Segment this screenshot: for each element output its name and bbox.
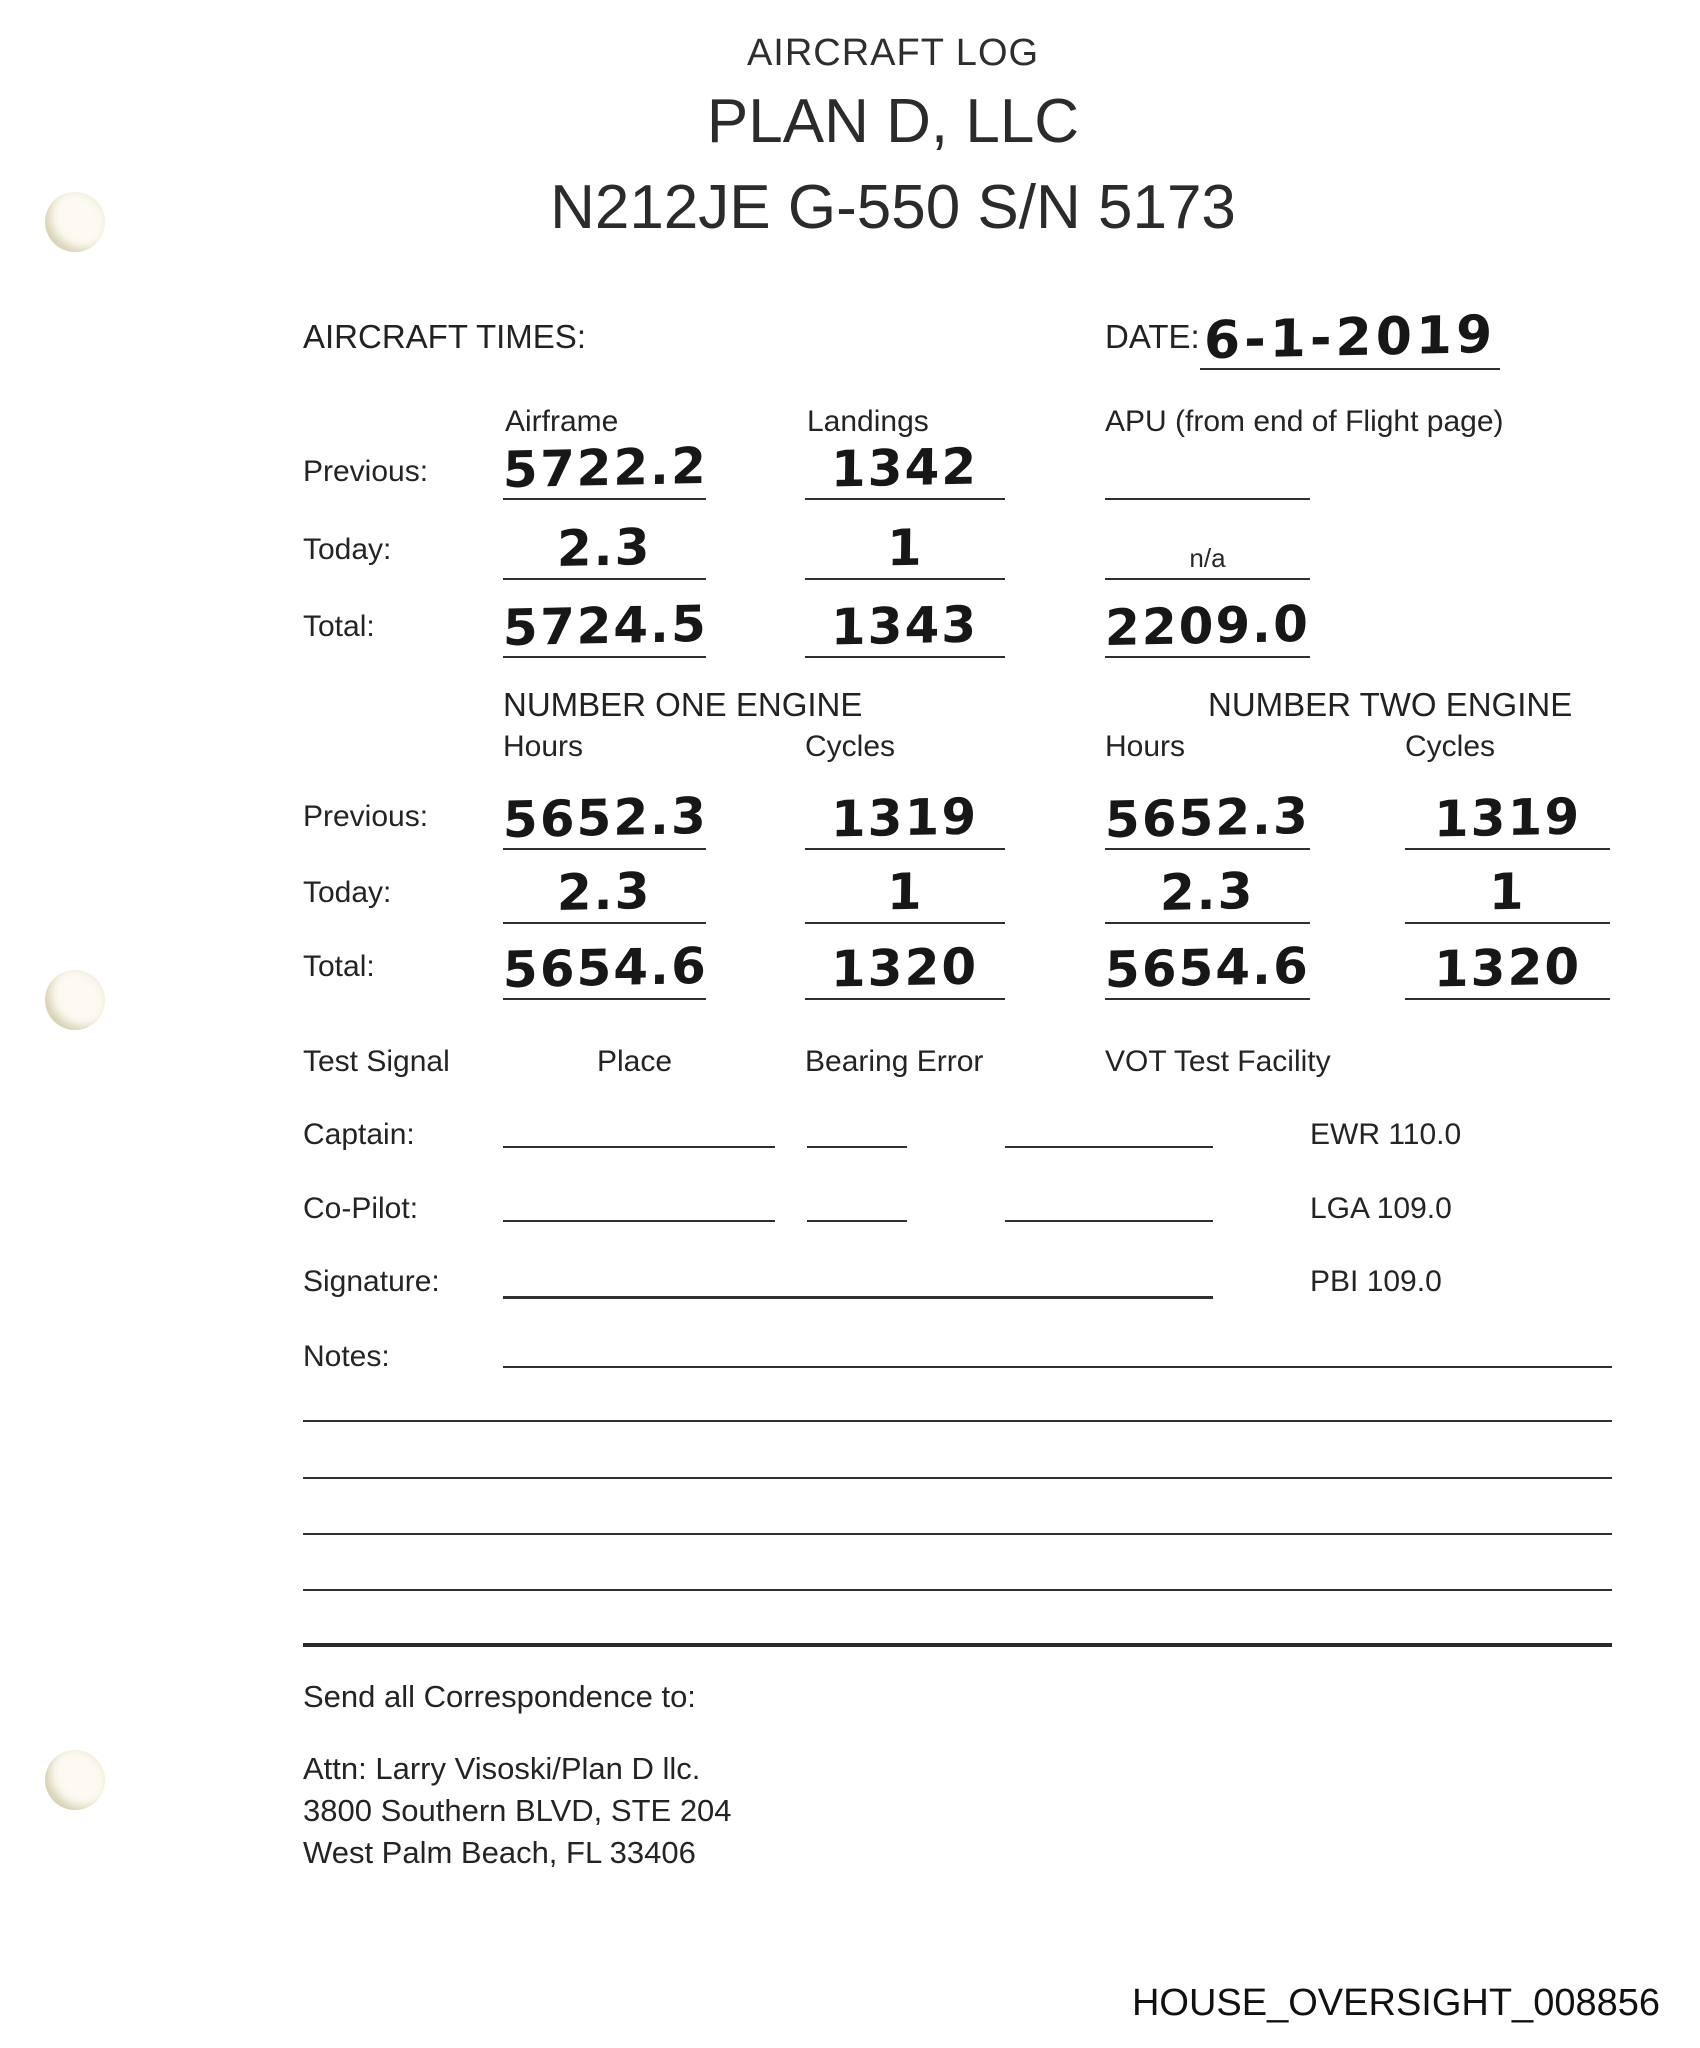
e2-cycles-today-value: 1 (1488, 862, 1527, 922)
e1-cycles-previous-value: 1319 (831, 787, 979, 849)
landings-previous-field (805, 436, 1005, 500)
e1-cycles-total-value: 1320 (831, 937, 979, 999)
e2-hours-today-field (1105, 860, 1310, 924)
facility-pbi: PBI 109.0 (1310, 1265, 1442, 1298)
airframe-total-field (502, 594, 709, 658)
landings-previous-value: 1342 (831, 437, 979, 499)
notes-line-4 (303, 1533, 1612, 1535)
engine-one-hours-header: Hours (503, 730, 584, 763)
copilot-facility-line (1005, 1220, 1213, 1222)
date-label: DATE: (1105, 318, 1200, 355)
column-header-airframe: Airframe (505, 405, 619, 438)
facility-ewr: EWR 110.0 (1310, 1118, 1462, 1151)
notes-line-1 (503, 1366, 1612, 1368)
apu-previous-field (1105, 436, 1310, 500)
landings-today-field (805, 516, 1005, 580)
aircraft-registration: N212JE G-550 S/N 5173 (550, 173, 1236, 242)
row-label-today: Today: (303, 533, 392, 566)
e2-cycles-previous-field (1405, 786, 1610, 850)
captain-facility-line (1005, 1146, 1213, 1148)
company-name: PLAN D, LLC (706, 87, 1080, 156)
landings-total-field (805, 594, 1005, 658)
captain-bearing-line (807, 1146, 907, 1148)
e1-cycles-total-field (805, 936, 1005, 1000)
correspondence-address1: 3800 Southern BLVD, STE 204 (303, 1793, 732, 1828)
e2-cycles-today-field (1405, 860, 1610, 924)
correspondence-attn: Attn: Larry Visoski/Plan D llc. (303, 1751, 701, 1786)
e2-cycles-total-field (1405, 936, 1610, 1000)
correspondence-heading: Send all Correspondence to: (303, 1679, 696, 1714)
e2-hours-total-value: 5654.6 (1104, 936, 1311, 1000)
e2-hours-total-field (1105, 936, 1310, 1000)
notes-line-3 (303, 1477, 1612, 1479)
e2-hours-previous-field (1105, 786, 1310, 850)
engine-row-label-total: Total: (303, 950, 375, 983)
captain-label: Captain: (303, 1118, 415, 1151)
e1-hours-total-field (502, 936, 709, 1000)
e1-cycles-today-value: 1 (886, 862, 924, 922)
notes-line-6 (303, 1643, 1612, 1647)
e1-hours-today-field (503, 860, 706, 924)
airframe-today-field (503, 516, 706, 580)
e1-hours-total-value: 5654.6 (502, 936, 709, 1000)
signature-line (503, 1296, 1213, 1299)
captain-place-line (503, 1146, 775, 1148)
bates-number: HOUSE_OVERSIGHT_008856 (1131, 1982, 1660, 2024)
e1-cycles-previous-field (805, 786, 1005, 850)
e2-hours-previous-value: 5652.3 (1104, 786, 1311, 850)
notes-line-2 (303, 1420, 1612, 1422)
e2-hours-today-value: 2.3 (1159, 861, 1256, 923)
airframe-previous-field (502, 436, 709, 500)
engine-two-hours-header: Hours (1105, 730, 1186, 763)
copilot-bearing-line (807, 1220, 907, 1222)
hole-punch-bottom (45, 1750, 105, 1810)
correspondence-address2: West Palm Beach, FL 33406 (303, 1835, 696, 1870)
header-test-signal: Test Signal (303, 1045, 450, 1078)
row-label-previous: Previous: (303, 455, 429, 488)
e1-hours-previous-value: 5652.3 (502, 786, 709, 850)
engine-one-cycles-header: Cycles (805, 730, 896, 763)
column-header-landings: Landings (807, 405, 929, 438)
hole-punch-top (45, 192, 105, 252)
apu-total-value: 2209.0 (1104, 594, 1311, 658)
copilot-place-line (503, 1220, 775, 1222)
apu-today-value: n/a (1189, 543, 1226, 573)
aircraft-times-heading: AIRCRAFT TIMES: (303, 318, 586, 355)
header-place: Place (597, 1045, 673, 1078)
engine-two-cycles-header: Cycles (1405, 730, 1496, 763)
engine-one-heading: NUMBER ONE ENGINE (503, 686, 863, 723)
hole-punch-middle (45, 970, 105, 1030)
column-header-apu: APU (from end of Flight page) (1105, 405, 1504, 438)
notes-line-5 (303, 1589, 1612, 1591)
airframe-previous-value: 5722.2 (502, 436, 709, 500)
engine-row-label-previous: Previous: (303, 800, 429, 833)
date-handwritten-value: 6-1-2019 (1203, 304, 1497, 372)
engine-row-label-today: Today: (303, 876, 392, 909)
engine-two-heading: NUMBER TWO ENGINE (1208, 686, 1573, 723)
row-label-total: Total: (303, 610, 375, 643)
airframe-today-value: 2.3 (556, 517, 653, 579)
e2-cycles-previous-value: 1319 (1433, 787, 1582, 849)
e1-hours-previous-field (502, 786, 709, 850)
signature-label: Signature: (303, 1265, 440, 1298)
log-title: AIRCRAFT LOG (746, 32, 1040, 74)
apu-today-field (1105, 538, 1310, 580)
landings-today-value: 1 (886, 518, 924, 578)
e1-hours-today-value: 2.3 (556, 861, 653, 923)
header-bearing-error: Bearing Error (805, 1045, 984, 1078)
airframe-total-value: 5724.5 (502, 594, 709, 658)
e1-cycles-today-field (805, 860, 1005, 924)
header-vot-facility: VOT Test Facility (1105, 1045, 1331, 1078)
apu-total-field (1105, 594, 1310, 658)
notes-label: Notes: (303, 1340, 390, 1373)
e2-cycles-total-value: 1320 (1433, 937, 1582, 999)
date-field (1200, 306, 1500, 370)
landings-total-value: 1343 (831, 595, 979, 657)
copilot-label: Co-Pilot: (303, 1192, 419, 1225)
facility-lga: LGA 109.0 (1310, 1192, 1452, 1225)
